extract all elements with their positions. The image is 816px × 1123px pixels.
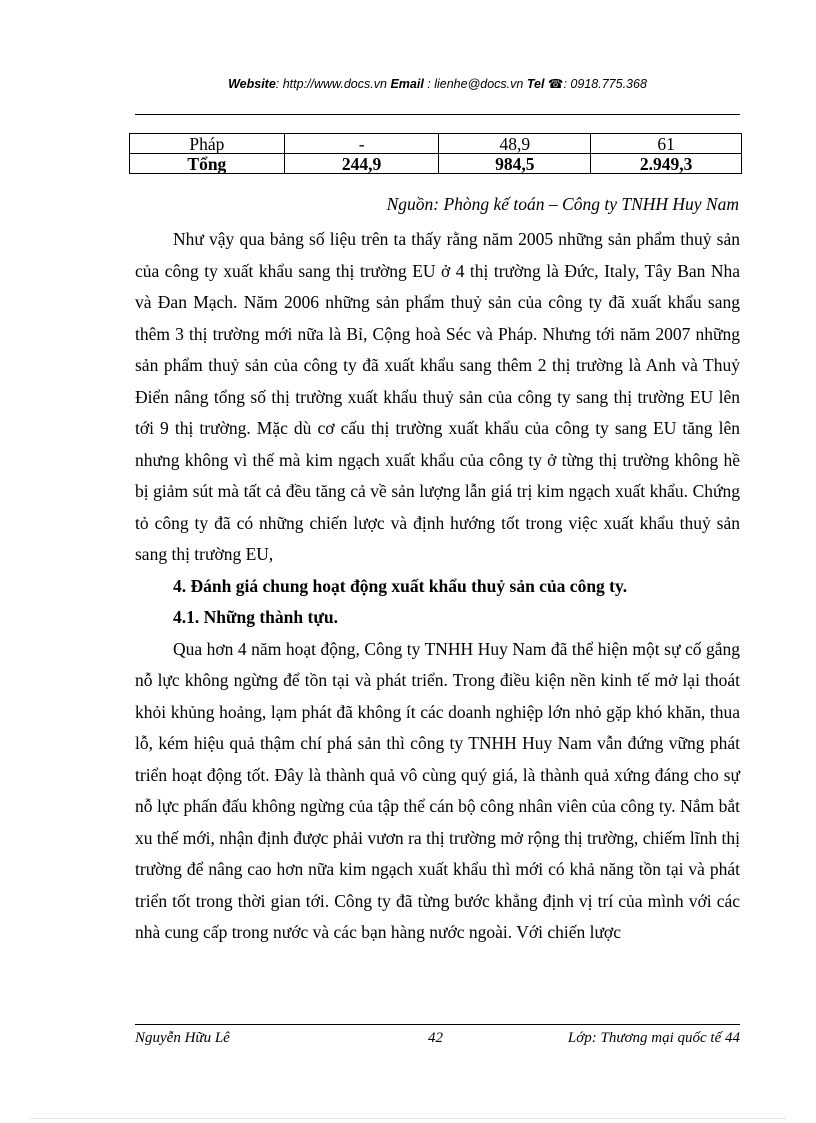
footer-class: Lớp: Thương mại quốc tế 44: [567, 1030, 740, 1046]
header-divider: [135, 114, 740, 115]
total-label-cell: Tổng: [130, 154, 285, 174]
market-cell: Pháp: [130, 134, 285, 154]
value-2006-cell: 48,9: [439, 134, 591, 154]
website-url[interactable]: : http://www.docs.vn: [275, 77, 387, 91]
document-body: [135, 224, 740, 949]
page-edge: [30, 1118, 785, 1119]
email-address[interactable]: : lienhe@docs.vn: [427, 77, 524, 91]
page-footer: [135, 1030, 740, 1052]
phone-label: Tel ☎: [526, 77, 564, 91]
subsection-heading: 4.1. Những thành tựu.: [173, 607, 338, 627]
table-total-row: [130, 154, 742, 174]
body-paragraph: Như vậy qua bảng số liệu trên ta thấy rằng năm 2005 những sản phẩm thuỷ sản của công ty xuất khẩu sang thị trường EU ở 4 thị trường là Đức, Italy, Tây Ban Nha và Đan Mạch. Năm 2006 những sản phẩm thuỷ sản của công ty đã xuất khẩu sang thêm 3 thị trường mới nữa là Bỉ, Cộng hoà Séc và Pháp. Nhưng tới năm 2007 những sản phẩm thuỷ sản của công ty đã xuất khẩu sang thêm 2 thị trường là Anh và Thuỷ Điển nâng tổng số thị trường xuất khẩu thuỷ sản của công ty sang thị trường EU lên tới 9 thị trường. Mặc dù cơ cấu thị trường xuất khẩu của công ty sang EU tăng lên nhưng không vì thế mà kim ngạch xuất khẩu của công ty ở từng thị trường không hề bị giảm sút mà tất cả đều tăng cả về sản lượng lẫn giá trị kim ngạch xuất khẩu. Chứng tỏ công ty đã có những chiến lược và định hướng tốt trong việc xuất khẩu thuỷ sản sang thị trường EU,: [135, 229, 740, 564]
total-2007-cell: 2.949,3: [591, 154, 742, 174]
body-paragraph: Qua hơn 4 năm hoạt động, Công ty TNHH Huy Nam đã thể hiện một sự cố gắng nỗ lực không ngừng để tồn tại và phát triển. Trong điều kiện nền kinh tế mở lại thoát khỏi khủng hoảng, lạm phát đã không ít các doanh nghiệp lớn nhỏ gặp khó khăn, thua lỗ, kém hiệu quả thậm chí phá sản thì công ty TNHH Huy Nam vẫn đứng vững phát triển hoạt động tốt. Đây là thành quả vô cùng quý giá, là thành quả xứng đáng cho sự nỗ lực phấn đấu không ngừng của tập thể cán bộ công nhân viên của công ty. Nắm bắt xu thế mới, nhận định được phải vươn ra thị trường mở rộng thị trường, chiếm lĩnh thị trường để nâng cao hơn nữa kim ngạch xuất khẩu thì mới có khả năng tồn tại và phát triển tốt trong thời gian tới. Công ty đã từng bước khẳng định vị trí của mình với các nhà cung cấp trong nước và các bạn hàng nước ngoài. Với chiến lược: [135, 638, 740, 942]
value-2005-cell: -: [284, 134, 439, 154]
total-2005-cell: 244,9: [284, 154, 439, 174]
export-value-table: [129, 133, 742, 174]
page-header: [135, 76, 740, 91]
table-row: [130, 134, 742, 154]
phone-number: : 0918.775.368: [563, 77, 647, 91]
email-label: Email: [390, 77, 424, 91]
page-number: 42: [428, 1030, 443, 1046]
table-source-note: Nguồn: Phòng kế toán – Công ty TNHH Huy Nam: [386, 194, 739, 214]
footer-author: Nguyễn Hữu Lê: [135, 1030, 230, 1046]
website-label: Website: [228, 77, 276, 91]
value-2007-cell: 61: [591, 134, 742, 154]
section-heading: 4. Đánh giá chung hoạt động xuất khẩu thuỷ sản của công ty.: [173, 575, 628, 596]
footer-divider: [135, 1024, 740, 1025]
total-2006-cell: 984,5: [439, 154, 591, 174]
